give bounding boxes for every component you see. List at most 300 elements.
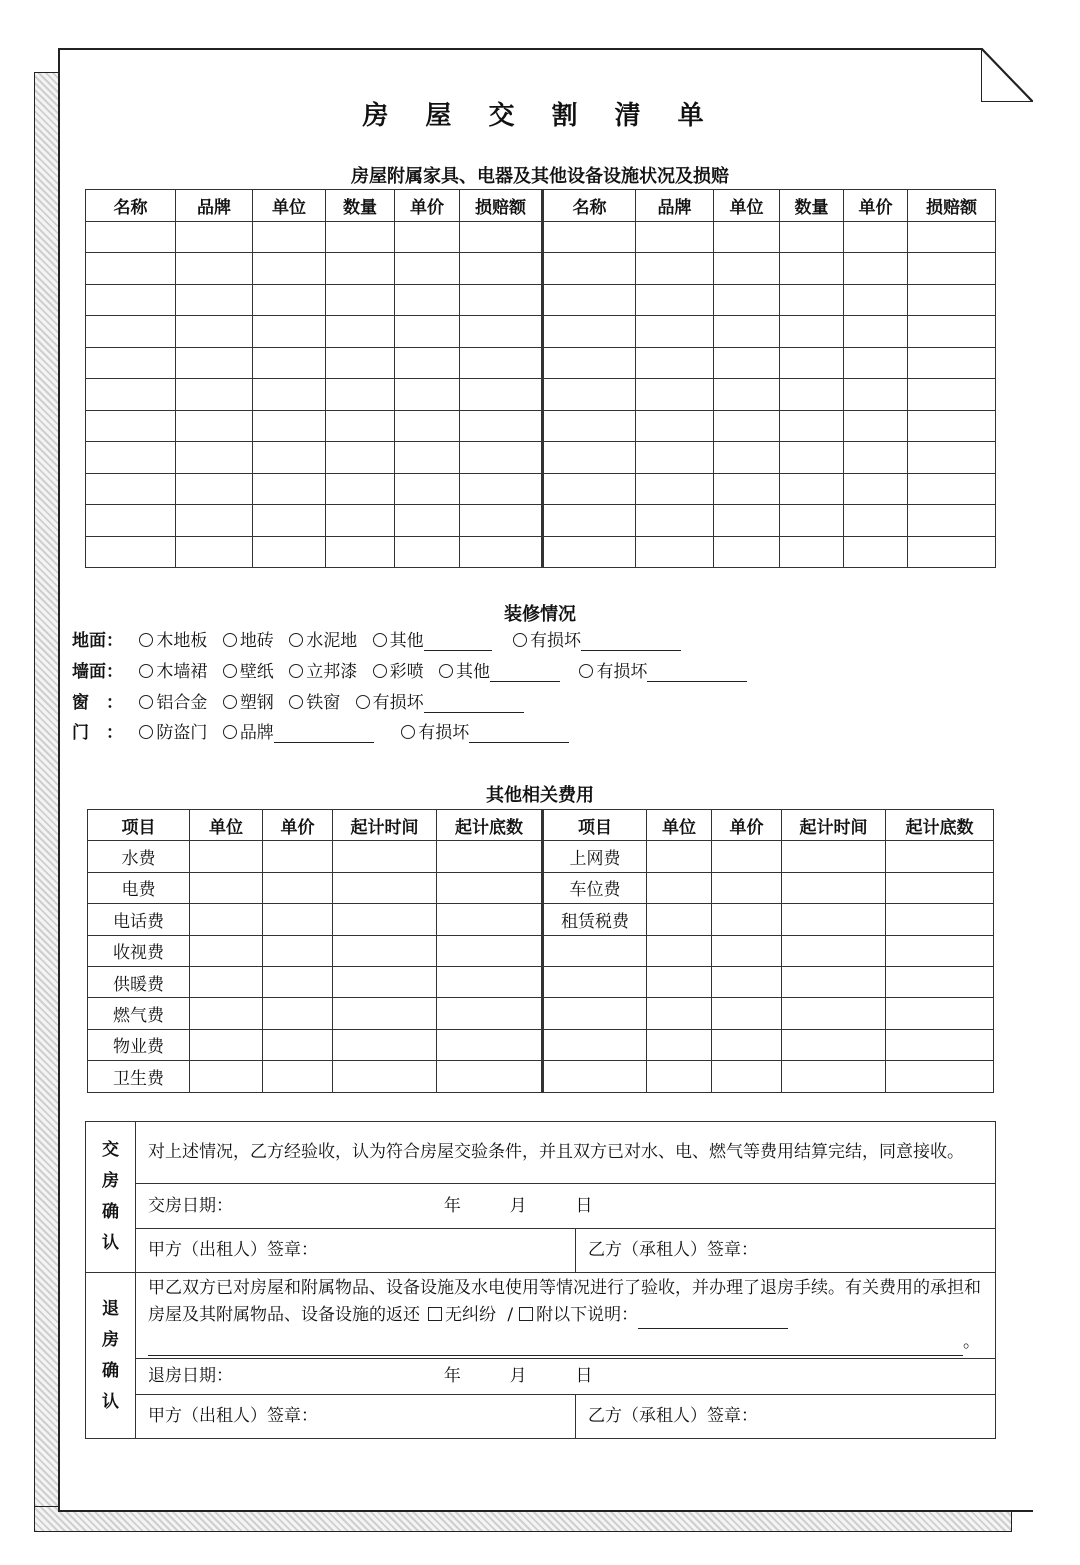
furniture-cell[interactable] xyxy=(780,284,844,316)
fee-cell[interactable] xyxy=(263,966,333,997)
furniture-cell[interactable] xyxy=(543,253,636,285)
fees-header-cell: 单价 xyxy=(712,810,782,841)
fees-header-cell: 项目 xyxy=(88,810,190,841)
furniture-cell[interactable] xyxy=(543,536,636,568)
furniture-cell[interactable] xyxy=(395,442,460,474)
furniture-cell[interactable] xyxy=(780,316,844,348)
fee-cell[interactable] xyxy=(647,841,712,872)
furniture-cell[interactable] xyxy=(908,442,996,474)
furniture-header-cell: 品牌 xyxy=(176,190,253,222)
checkout-party-a-signature[interactable]: 甲方（出租人）签章： xyxy=(136,1395,576,1439)
radio-circle-icon[interactable] xyxy=(139,633,153,647)
furniture-cell[interactable] xyxy=(636,473,714,505)
fee-cell[interactable] xyxy=(712,872,782,903)
radio-circle-icon[interactable] xyxy=(579,664,593,678)
fee-cell[interactable] xyxy=(263,1029,333,1060)
furniture-cell[interactable] xyxy=(780,379,844,411)
furniture-cell[interactable] xyxy=(636,410,714,442)
furniture-row xyxy=(86,536,996,568)
furniture-cell[interactable] xyxy=(176,536,253,568)
fees-header-cell: 单价 xyxy=(263,810,333,841)
fee-cell[interactable] xyxy=(782,872,886,903)
fees-row xyxy=(88,1029,994,1060)
fees-row xyxy=(88,872,994,903)
door-row xyxy=(72,723,579,743)
furniture-cell[interactable] xyxy=(326,379,395,411)
fee-cell[interactable] xyxy=(712,998,782,1029)
window-option-damage[interactable]: 有损坏 xyxy=(356,693,524,713)
furniture-cell[interactable] xyxy=(253,473,326,505)
furniture-header-cell: 名称 xyxy=(86,190,176,222)
handover-party-b-signature[interactable]: 乙方（承租人）签章： xyxy=(576,1229,996,1273)
furniture-cell[interactable] xyxy=(176,253,253,285)
furniture-cell[interactable] xyxy=(780,410,844,442)
fee-cell[interactable] xyxy=(190,935,263,966)
furniture-cell[interactable] xyxy=(844,316,908,348)
furniture-cell[interactable] xyxy=(326,221,395,253)
floor-label: 地面： xyxy=(72,631,123,651)
furniture-cell[interactable] xyxy=(543,347,636,379)
wall-option-damage[interactable]: 有损坏 xyxy=(579,662,747,682)
furniture-cell[interactable] xyxy=(176,347,253,379)
furniture-cell[interactable] xyxy=(844,253,908,285)
furniture-cell[interactable] xyxy=(460,505,543,537)
furniture-cell[interactable] xyxy=(326,473,395,505)
furniture-cell[interactable] xyxy=(714,347,780,379)
furniture-cell[interactable] xyxy=(460,253,543,285)
checkout-year: 年 xyxy=(443,1366,461,1386)
fee-cell[interactable] xyxy=(886,1029,994,1060)
fee-cell[interactable] xyxy=(190,998,263,1029)
furniture-cell[interactable] xyxy=(86,347,176,379)
furniture-cell[interactable] xyxy=(543,379,636,411)
checkbox-no-dispute[interactable] xyxy=(428,1307,442,1321)
fee-cell[interactable] xyxy=(263,872,333,903)
radio-circle-icon[interactable] xyxy=(223,664,237,678)
floor-option-cement[interactable]: 水泥地 xyxy=(289,631,357,651)
fee-cell[interactable] xyxy=(712,904,782,935)
decoration-section-title: 装修情况 xyxy=(504,604,576,625)
fee-cell[interactable] xyxy=(190,841,263,872)
fee-cell[interactable] xyxy=(263,998,333,1029)
furniture-cell[interactable] xyxy=(714,410,780,442)
handover-statement: 对上述情况，乙方经验收，认为符合房屋交验条件，并且双方已对水、电、燃气等费用结算完结，同意接收。 xyxy=(136,1122,996,1184)
fee-cell[interactable] xyxy=(333,872,437,903)
note-blank-2[interactable] xyxy=(148,1339,963,1356)
furniture-cell[interactable] xyxy=(636,347,714,379)
furniture-cell[interactable] xyxy=(636,442,714,474)
furniture-cell[interactable] xyxy=(780,253,844,285)
furniture-header-cell: 单位 xyxy=(253,190,326,222)
furniture-cell[interactable] xyxy=(844,284,908,316)
furniture-cell[interactable] xyxy=(326,536,395,568)
radio-circle-icon[interactable] xyxy=(373,664,387,678)
window-option-plastic-steel[interactable]: 塑钢 xyxy=(223,693,274,713)
furniture-cell[interactable] xyxy=(844,442,908,474)
furniture-cell[interactable] xyxy=(714,505,780,537)
furniture-header-cell: 单位 xyxy=(714,190,780,222)
furniture-cell[interactable] xyxy=(395,284,460,316)
furniture-row xyxy=(86,316,996,348)
wall-label: 墙面： xyxy=(72,662,123,682)
wall-option-other[interactable]: 其他 xyxy=(439,662,560,682)
furniture-header-cell: 数量 xyxy=(780,190,844,222)
furniture-cell[interactable] xyxy=(253,316,326,348)
furniture-cell[interactable] xyxy=(86,473,176,505)
furniture-cell[interactable] xyxy=(636,253,714,285)
furniture-cell[interactable] xyxy=(86,536,176,568)
handover-party-a-signature[interactable]: 甲方（出租人）签章： xyxy=(136,1229,576,1273)
furniture-cell[interactable] xyxy=(460,442,543,474)
furniture-cell[interactable] xyxy=(176,379,253,411)
fees-header-cell: 单位 xyxy=(190,810,263,841)
fee-item-label: 供暖费 xyxy=(88,966,190,997)
radio-circle-icon[interactable] xyxy=(356,695,370,709)
furniture-row xyxy=(86,284,996,316)
wall-option-wainscot[interactable]: 木墙裙 xyxy=(139,662,207,682)
fee-item-label: 车位费 xyxy=(543,872,647,903)
furniture-cell[interactable] xyxy=(908,347,996,379)
furniture-cell[interactable] xyxy=(780,347,844,379)
radio-circle-icon[interactable] xyxy=(373,633,387,647)
furniture-cell[interactable] xyxy=(253,253,326,285)
furniture-cell[interactable] xyxy=(908,473,996,505)
furniture-cell[interactable] xyxy=(176,442,253,474)
fee-cell[interactable] xyxy=(647,935,712,966)
furniture-cell[interactable] xyxy=(326,316,395,348)
radio-circle-icon[interactable] xyxy=(513,633,527,647)
floor-option-wood[interactable]: 木地板 xyxy=(139,631,207,651)
furniture-cell[interactable] xyxy=(844,379,908,411)
wall-option-spray[interactable]: 彩喷 xyxy=(373,662,424,682)
radio-circle-icon[interactable] xyxy=(223,633,237,647)
fee-cell[interactable] xyxy=(886,904,994,935)
radio-circle-icon[interactable] xyxy=(139,695,153,709)
fee-cell[interactable] xyxy=(437,935,543,966)
furniture-cell[interactable] xyxy=(86,410,176,442)
furniture-cell[interactable] xyxy=(395,221,460,253)
furniture-cell[interactable] xyxy=(780,221,844,253)
furniture-cell[interactable] xyxy=(395,253,460,285)
radio-circle-icon[interactable] xyxy=(401,725,415,739)
fee-cell[interactable] xyxy=(437,872,543,903)
furniture-row xyxy=(86,410,996,442)
furniture-cell[interactable] xyxy=(395,410,460,442)
floor-option-tile[interactable]: 地砖 xyxy=(223,631,274,651)
furniture-cell[interactable] xyxy=(636,505,714,537)
window-damage-blank[interactable] xyxy=(424,696,524,713)
furniture-cell[interactable] xyxy=(176,316,253,348)
door-option-damage[interactable]: 有损坏 xyxy=(401,723,569,743)
furniture-cell[interactable] xyxy=(543,442,636,474)
furniture-cell[interactable] xyxy=(908,316,996,348)
furniture-cell[interactable] xyxy=(253,505,326,537)
fee-cell[interactable] xyxy=(712,1029,782,1060)
fee-cell[interactable] xyxy=(437,1029,543,1060)
checkout-party-b-signature[interactable]: 乙方（承租人）签章： xyxy=(576,1395,996,1439)
furniture-cell[interactable] xyxy=(176,221,253,253)
fee-cell[interactable] xyxy=(333,935,437,966)
floor-option-other[interactable]: 其他 xyxy=(373,631,492,651)
furniture-cell[interactable] xyxy=(460,536,543,568)
furniture-cell[interactable] xyxy=(326,442,395,474)
door-option-brand[interactable]: 品牌 xyxy=(223,723,374,743)
fee-cell[interactable] xyxy=(782,935,886,966)
furniture-cell[interactable] xyxy=(86,253,176,285)
furniture-cell[interactable] xyxy=(253,347,326,379)
note-blank-1[interactable] xyxy=(638,1312,788,1329)
furniture-cell[interactable] xyxy=(253,410,326,442)
fee-cell[interactable] xyxy=(437,841,543,872)
furniture-row xyxy=(86,505,996,537)
fee-cell[interactable] xyxy=(782,998,886,1029)
furniture-cell[interactable] xyxy=(460,410,543,442)
furniture-cell[interactable] xyxy=(460,379,543,411)
furniture-cell[interactable] xyxy=(86,379,176,411)
radio-circle-icon[interactable] xyxy=(289,633,303,647)
fee-cell[interactable] xyxy=(437,1061,543,1092)
fee-cell[interactable] xyxy=(333,1061,437,1092)
furniture-cell[interactable] xyxy=(253,284,326,316)
furniture-cell[interactable] xyxy=(636,221,714,253)
fee-item-label: 卫生费 xyxy=(88,1061,190,1092)
furniture-cell[interactable] xyxy=(543,316,636,348)
fee-cell[interactable] xyxy=(263,1061,333,1092)
furniture-cell[interactable] xyxy=(908,379,996,411)
fee-cell[interactable] xyxy=(647,1061,712,1092)
fee-cell[interactable] xyxy=(263,841,333,872)
furniture-header-row xyxy=(86,190,996,222)
wall-option-wallpaper[interactable]: 壁纸 xyxy=(223,662,274,682)
window-row xyxy=(72,693,534,713)
radio-circle-icon[interactable] xyxy=(289,695,303,709)
furniture-cell[interactable] xyxy=(714,284,780,316)
furniture-cell[interactable] xyxy=(543,410,636,442)
furniture-cell[interactable] xyxy=(326,253,395,285)
furniture-cell[interactable] xyxy=(326,347,395,379)
furniture-cell[interactable] xyxy=(714,253,780,285)
page-corner-fold-icon xyxy=(981,48,1033,102)
window-option-aluminum[interactable]: 铝合金 xyxy=(139,693,207,713)
furniture-cell[interactable] xyxy=(844,473,908,505)
fee-item-label: 水费 xyxy=(88,841,190,872)
checkout-day: 日 xyxy=(575,1366,593,1386)
fee-cell[interactable] xyxy=(333,841,437,872)
fee-cell[interactable] xyxy=(782,841,886,872)
fee-cell[interactable] xyxy=(647,872,712,903)
furniture-cell[interactable] xyxy=(543,284,636,316)
furniture-cell[interactable] xyxy=(844,505,908,537)
fee-item-label xyxy=(543,966,647,997)
furniture-cell[interactable] xyxy=(86,284,176,316)
wall-damage-blank[interactable] xyxy=(647,665,747,682)
furniture-cell[interactable] xyxy=(395,316,460,348)
furniture-cell[interactable] xyxy=(176,473,253,505)
furniture-cell[interactable] xyxy=(460,284,543,316)
furniture-cell[interactable] xyxy=(176,284,253,316)
door-brand-blank[interactable] xyxy=(274,726,374,743)
furniture-cell[interactable] xyxy=(780,442,844,474)
furniture-section-title: 房屋附属家具、电器及其他设备设施状况及损赔 xyxy=(351,166,729,187)
furniture-cell[interactable] xyxy=(395,347,460,379)
furniture-cell[interactable] xyxy=(543,221,636,253)
furniture-cell[interactable] xyxy=(326,505,395,537)
furniture-cell[interactable] xyxy=(86,505,176,537)
furniture-cell[interactable] xyxy=(636,536,714,568)
furniture-cell[interactable] xyxy=(460,221,543,253)
furniture-cell[interactable] xyxy=(714,221,780,253)
wall-row xyxy=(72,662,757,682)
fee-cell[interactable] xyxy=(782,1029,886,1060)
fee-cell[interactable] xyxy=(190,904,263,935)
fee-cell[interactable] xyxy=(190,872,263,903)
furniture-cell[interactable] xyxy=(460,316,543,348)
fee-cell[interactable] xyxy=(437,998,543,1029)
fee-cell[interactable] xyxy=(263,935,333,966)
furniture-cell[interactable] xyxy=(176,410,253,442)
fee-cell[interactable] xyxy=(647,998,712,1029)
fee-cell[interactable] xyxy=(647,904,712,935)
door-label: 门 ： xyxy=(72,723,123,743)
furniture-header-cell: 单价 xyxy=(844,190,908,222)
furniture-cell[interactable] xyxy=(395,379,460,411)
furniture-cell[interactable] xyxy=(908,410,996,442)
handover-day: 日 xyxy=(575,1195,593,1216)
fee-cell[interactable] xyxy=(190,966,263,997)
floor-damage-blank[interactable] xyxy=(581,634,681,651)
furniture-cell[interactable] xyxy=(326,410,395,442)
furniture-cell[interactable] xyxy=(908,221,996,253)
fee-cell[interactable] xyxy=(263,904,333,935)
floor-option-damage[interactable]: 有损坏 xyxy=(513,631,681,651)
furniture-cell[interactable] xyxy=(253,442,326,474)
furniture-cell[interactable] xyxy=(714,379,780,411)
furniture-cell[interactable] xyxy=(636,379,714,411)
fees-header-cell: 单位 xyxy=(647,810,712,841)
door-damage-blank[interactable] xyxy=(469,726,569,743)
fee-cell[interactable] xyxy=(437,904,543,935)
radio-circle-icon[interactable] xyxy=(289,664,303,678)
fee-cell[interactable] xyxy=(712,966,782,997)
furniture-cell[interactable] xyxy=(714,316,780,348)
furniture-cell[interactable] xyxy=(780,473,844,505)
radio-circle-icon[interactable] xyxy=(439,664,453,678)
furniture-cell[interactable] xyxy=(844,410,908,442)
fee-cell[interactable] xyxy=(712,841,782,872)
fee-cell[interactable] xyxy=(782,1061,886,1092)
furniture-cell[interactable] xyxy=(543,473,636,505)
furniture-cell[interactable] xyxy=(844,347,908,379)
furniture-cell[interactable] xyxy=(714,536,780,568)
fee-cell[interactable] xyxy=(190,1061,263,1092)
handover-date-row[interactable] xyxy=(136,1184,996,1229)
fee-item-label xyxy=(543,998,647,1029)
furniture-cell[interactable] xyxy=(253,536,326,568)
furniture-cell[interactable] xyxy=(176,505,253,537)
wall-other-blank[interactable] xyxy=(490,665,560,682)
floor-other-blank[interactable] xyxy=(424,634,492,651)
fee-cell[interactable] xyxy=(333,904,437,935)
furniture-cell[interactable] xyxy=(908,536,996,568)
furniture-cell[interactable] xyxy=(86,221,176,253)
fee-item-label: 电话费 xyxy=(88,904,190,935)
fees-table xyxy=(87,809,994,1093)
furniture-cell[interactable] xyxy=(460,347,543,379)
checkbox-note[interactable] xyxy=(519,1307,533,1321)
fees-section-title: 其他相关费用 xyxy=(486,785,594,806)
furniture-cell[interactable] xyxy=(844,221,908,253)
furniture-cell[interactable] xyxy=(395,473,460,505)
furniture-cell[interactable] xyxy=(780,505,844,537)
fee-cell[interactable] xyxy=(712,935,782,966)
furniture-cell[interactable] xyxy=(395,505,460,537)
furniture-cell[interactable] xyxy=(908,253,996,285)
fee-cell[interactable] xyxy=(886,1061,994,1092)
fee-cell[interactable] xyxy=(886,998,994,1029)
furniture-cell[interactable] xyxy=(908,284,996,316)
fee-cell[interactable] xyxy=(190,1029,263,1060)
furniture-cell[interactable] xyxy=(253,221,326,253)
window-label: 窗 ： xyxy=(72,693,123,713)
fees-row xyxy=(88,1061,994,1092)
furniture-cell[interactable] xyxy=(908,505,996,537)
furniture-cell[interactable] xyxy=(636,284,714,316)
fee-cell[interactable] xyxy=(333,966,437,997)
furniture-cell[interactable] xyxy=(780,536,844,568)
radio-circle-icon[interactable] xyxy=(223,695,237,709)
furniture-cell[interactable] xyxy=(86,442,176,474)
furniture-cell[interactable] xyxy=(844,536,908,568)
fee-cell[interactable] xyxy=(647,1029,712,1060)
wall-option-paint[interactable]: 立邦漆 xyxy=(289,662,357,682)
fee-cell[interactable] xyxy=(782,904,886,935)
furniture-cell[interactable] xyxy=(714,473,780,505)
radio-circle-icon[interactable] xyxy=(139,725,153,739)
fees-row xyxy=(88,998,994,1029)
fee-cell[interactable] xyxy=(886,841,994,872)
furniture-cell[interactable] xyxy=(543,505,636,537)
furniture-cell[interactable] xyxy=(326,284,395,316)
furniture-table xyxy=(85,189,996,568)
fee-cell[interactable] xyxy=(886,872,994,903)
furniture-cell[interactable] xyxy=(395,536,460,568)
fee-cell[interactable] xyxy=(647,966,712,997)
furniture-cell[interactable] xyxy=(253,379,326,411)
furniture-cell[interactable] xyxy=(460,473,543,505)
fee-item-label xyxy=(543,935,647,966)
fee-cell[interactable] xyxy=(437,966,543,997)
door-option-security[interactable]: 防盗门 xyxy=(139,723,207,743)
fee-cell[interactable] xyxy=(886,966,994,997)
fees-row xyxy=(88,966,994,997)
furniture-cell[interactable] xyxy=(86,316,176,348)
fee-cell[interactable] xyxy=(886,935,994,966)
window-option-iron[interactable]: 铁窗 xyxy=(289,693,340,713)
fee-cell[interactable] xyxy=(712,1061,782,1092)
fee-item-label: 燃气费 xyxy=(88,998,190,1029)
floor-row xyxy=(72,631,691,651)
fee-cell[interactable] xyxy=(333,1029,437,1060)
furniture-cell[interactable] xyxy=(714,442,780,474)
checkout-date-row[interactable] xyxy=(136,1359,996,1395)
fees-row xyxy=(88,935,994,966)
furniture-row xyxy=(86,379,996,411)
radio-circle-icon[interactable] xyxy=(223,725,237,739)
furniture-cell[interactable] xyxy=(636,316,714,348)
fee-cell[interactable] xyxy=(782,966,886,997)
fee-cell[interactable] xyxy=(333,998,437,1029)
radio-circle-icon[interactable] xyxy=(139,664,153,678)
